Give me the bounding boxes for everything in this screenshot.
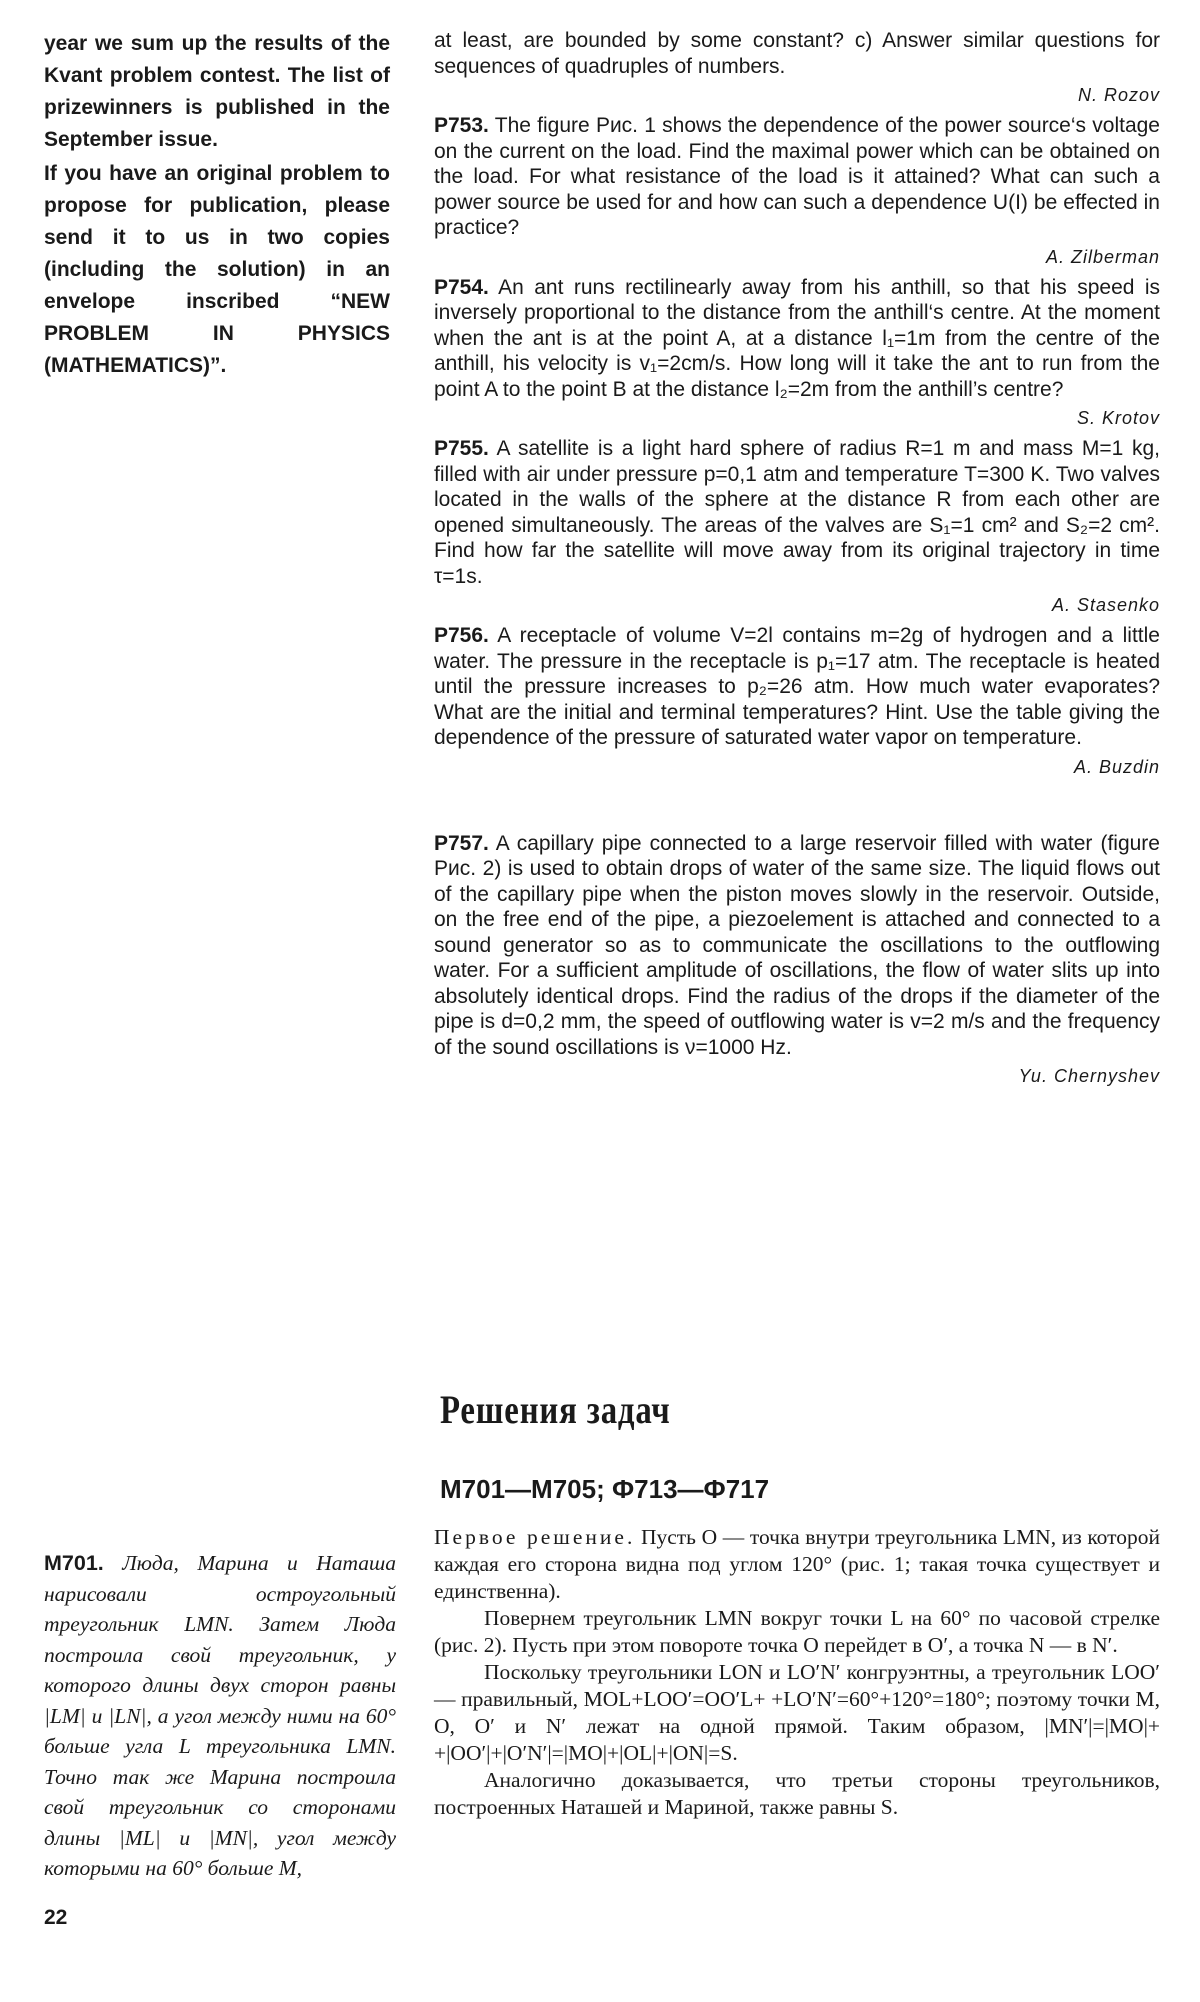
intro-text: at least, are bounded by some constant? c) Answer similar questions for sequences of quadruples of numbers. bbox=[434, 29, 1160, 78]
problem-text: A satellite is a light hard sphere of radius R=1 m and mass M=1 kg, filled with air under pressure p=0,1 atm and temperature T=300 K. Two valves located in the walls of the sphere at the distance R from each other are opened simultaneously. The areas of the valves are S₁=1 cm² and S₂=2 cm². Find how far the satellite will move away from its original trajectory in time τ=1s. bbox=[434, 437, 1160, 588]
problem-text: An ant runs rectilinearly away from his anthill, so that his speed is inversely proportional to the distance from the anthill‘s centre. At the moment when the ant is at the point A, at a distance l₁=1m from the centre of the anthill, his velocity is v₁=2cm/s. How long will it take the ant to run from the point A to the point B at the distance l₂=2m from the anthill’s centre? bbox=[434, 275, 1160, 401]
problem-number: P756. bbox=[434, 624, 489, 647]
problem-number: P755. bbox=[434, 437, 489, 460]
intro-author: N. Rozov bbox=[1077, 85, 1160, 105]
problem-p754 bbox=[434, 275, 1160, 433]
problem-text: The figure Рис. 1 shows the dependence of the power source‘s voltage on the current on the load. Find the maximal power which can be obtained on the load. For what resistance of the load is it attained? What can such a power source be used for and how can such a dependence U(I) be effected in practice? bbox=[434, 114, 1160, 239]
problem-number: P757. bbox=[434, 831, 489, 855]
problem-author: A. Zilberman bbox=[1045, 246, 1160, 267]
problems-column bbox=[434, 28, 1160, 1092]
problem-author: Yu. Chernyshev bbox=[1018, 1066, 1160, 1086]
section-subheading: М701—М705; Ф713—Ф717 bbox=[440, 1474, 770, 1504]
sidebar-submission-note: If you have an original problem to propose for publication, please send it to us in two copies (including the solution) in an envelope inscribed “NEW PROBLEM IN PHYSICS (MATHEMATICS)”. bbox=[44, 162, 390, 377]
solution-paragraph-3: Поскольку треугольники LON и LO′N′ конгруэнтны, а треугольник LOO′ — правильный, MOL+LOO′=OO′L+ +LO′N′=60°+120°=180°; поэтому точки M, O, O′ и N′ лежат на одной прямой. Таким образом, |MN′|=|MO|+ +|OO′|+|O′N′|=|MO|+|OL|+|ON|=S. bbox=[434, 1660, 1160, 1765]
solution-paragraph-1: Пусть O — точка внутри треугольника LMN, из которой каждая его сторона видна под углом 120° (рис. 1; такая точка существует и единственна). bbox=[434, 1525, 1161, 1603]
m701-problem-statement bbox=[44, 1548, 396, 1884]
page-number: 22 bbox=[44, 1906, 68, 1929]
sidebar-note bbox=[44, 28, 390, 384]
problem-p757 bbox=[434, 831, 1160, 1091]
problem-text: A capillary pipe connected to a large reservoir filled with water (figure Рис. 2) is used to obtain drops of water of the same size. The liquid flows out of the capillary pipe when the piston moves slowly in the reservoir. Outside, on the free end of the pipe, a piezoelement is attached and connected to a sound generator so as to communicate the oscillations to the outflowing water. For a sufficient amplitude of oscillations, the flow of water slits up into absolutely identical drops. Find the radius of the drops if the diameter of the pipe is d=0,2 mm, the speed of outflowing water is v=2 m/s and the frequency of the sound oscillations is ν=1000 Hz. bbox=[434, 831, 1160, 1059]
sidebar-contest-note: year we sum up the results of the Kvant problem contest. The list of prizewinners is published in the September issue. bbox=[44, 32, 390, 151]
problem-number: P754. bbox=[434, 275, 489, 299]
problem-author: A. Stasenko bbox=[1051, 595, 1160, 615]
problem-p756 bbox=[434, 623, 1160, 781]
solution-text bbox=[434, 1524, 1160, 1821]
solution-paragraph-4: Аналогично доказывается, что третьи стороны треугольников, построенных Наташей и Мариной, также равны S. bbox=[434, 1768, 1160, 1819]
problem-author: S. Krotov bbox=[1076, 408, 1160, 428]
section-heading: Решения задач bbox=[440, 1387, 671, 1432]
m701-label: М701. bbox=[44, 1551, 104, 1575]
solution-lead: Первое решение. bbox=[434, 1525, 636, 1549]
problem-author: A. Buzdin bbox=[1073, 756, 1160, 777]
solution-paragraph-2: Повернем треугольник LMN вокруг точки L на 60° по часовой стрелке (рис. 2). Пусть при этом повороте точка O перейдет в O′, а точка N — в N′. bbox=[434, 1606, 1160, 1657]
problem-p753 bbox=[434, 113, 1160, 271]
problem-text: A receptacle of volume V=2l contains m=2g of hydrogen and a little water. The pressure in the receptacle is p₁=17 atm. The receptacle is heated until the pressure increases to p₂=26 atm. How much water evaporates? What are the initial and terminal temperatures? Hint. Use the table giving the dependence of the pressure of saturated water vapor on temperature. bbox=[434, 624, 1160, 749]
m701-text: Люда, Марина и Наташа нарисовали остроугольный треугольник LMN. Затем Люда построила свой треугольник, у которого длины двух сторон равны |LM| и |LN|, а угол между ними на 60° больше угла L треугольника LMN. Точно так же Марина построила свой треугольник со сторонами длины |ML| и |MN|, угол между которыми на 60° больше M, bbox=[44, 1551, 396, 1880]
problem-p755 bbox=[434, 436, 1160, 619]
problem-number: P753. bbox=[434, 114, 489, 137]
